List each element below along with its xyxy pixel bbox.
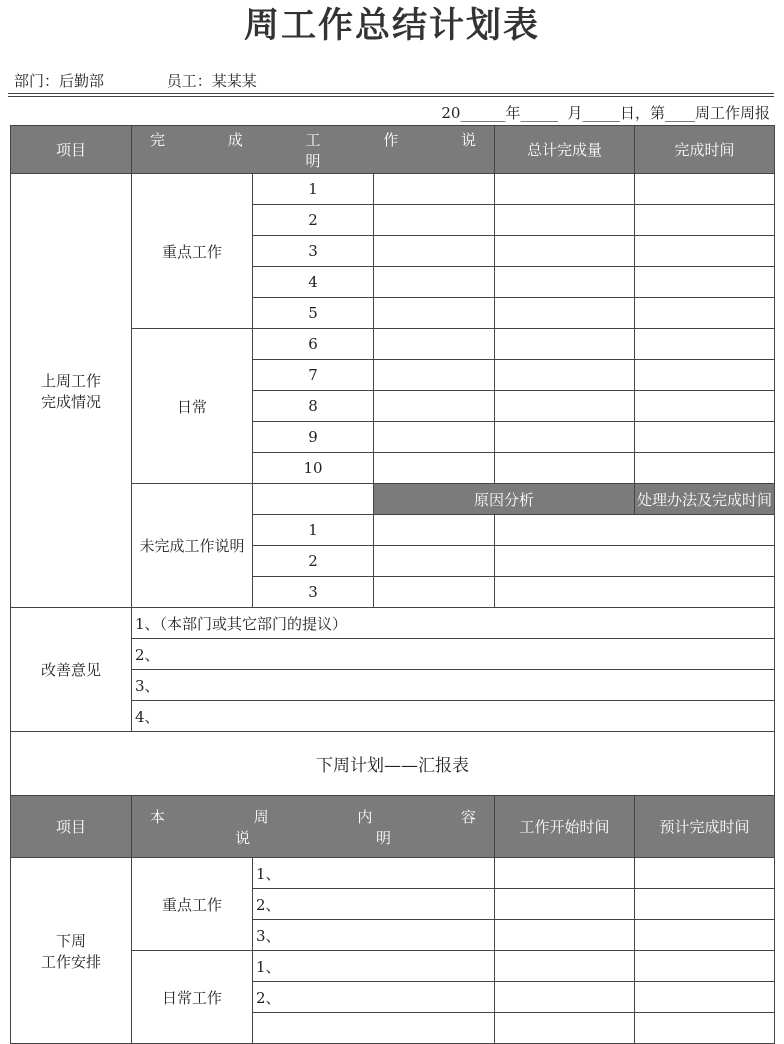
- plan-key-work-label: 重点工作: [132, 858, 253, 951]
- header-description: 完 成 工 作 说 明: [132, 126, 495, 174]
- cell[interactable]: [635, 951, 775, 982]
- divider: [8, 93, 774, 94]
- plan-header-row: [11, 796, 775, 858]
- cell: [253, 484, 374, 515]
- cell[interactable]: [495, 298, 635, 329]
- plan-daily-label: 日常工作: [132, 951, 253, 1044]
- cell[interactable]: [495, 982, 635, 1013]
- row-number: 8: [253, 391, 374, 422]
- row-number: 3: [253, 236, 374, 267]
- cell[interactable]: [374, 205, 495, 236]
- table-row: [11, 608, 775, 639]
- header-time: 完成时间: [635, 126, 775, 174]
- cell[interactable]: [495, 236, 635, 267]
- improve-item[interactable]: 2、: [132, 639, 775, 670]
- cell[interactable]: [635, 858, 775, 889]
- row-number: 2: [253, 205, 374, 236]
- plan-header-content: 本 周 内 容 说 明: [132, 796, 495, 858]
- row-number: 9: [253, 422, 374, 453]
- table-row: [11, 174, 775, 205]
- plan-title: 下周计划——汇报表: [11, 732, 775, 796]
- cell[interactable]: [635, 174, 775, 205]
- cell[interactable]: [635, 360, 775, 391]
- cell[interactable]: [495, 889, 635, 920]
- cell[interactable]: [495, 422, 635, 453]
- cell[interactable]: [495, 267, 635, 298]
- cell[interactable]: [495, 453, 635, 484]
- header-solution: 处理办法及完成时间: [635, 484, 775, 515]
- page-title: 周工作总结计划表: [243, 6, 540, 46]
- cell[interactable]: [374, 546, 495, 577]
- cell[interactable]: [374, 236, 495, 267]
- cell[interactable]: [495, 920, 635, 951]
- plan-header-start: 工作开始时间: [495, 796, 635, 858]
- cell[interactable]: [374, 329, 495, 360]
- meta-row: [14, 70, 257, 91]
- daily-label: 日常: [132, 329, 253, 484]
- plan-header-due: 预计完成时间: [635, 796, 775, 858]
- plan-item[interactable]: [253, 1013, 495, 1044]
- cell[interactable]: [374, 360, 495, 391]
- cell[interactable]: [635, 920, 775, 951]
- department-label: 部门：后勤部: [14, 72, 105, 90]
- cell[interactable]: [635, 889, 775, 920]
- cell[interactable]: [374, 453, 495, 484]
- summary-header-row: [11, 126, 775, 174]
- divider: [8, 96, 774, 97]
- plan-item[interactable]: 2、: [253, 889, 495, 920]
- header-reason: 原因分析: [374, 484, 635, 515]
- header-total: 总计完成量: [495, 126, 635, 174]
- cell[interactable]: [495, 577, 775, 608]
- improve-label: 改善意见: [11, 608, 132, 732]
- cell[interactable]: [635, 236, 775, 267]
- improve-item[interactable]: 1、（本部门或其它部门的提议）: [132, 608, 775, 639]
- row-number: 3: [253, 577, 374, 608]
- row-number: 5: [253, 298, 374, 329]
- plan-item[interactable]: 3、: [253, 920, 495, 951]
- row-number: 10: [253, 453, 374, 484]
- improve-item[interactable]: 4、: [132, 701, 775, 732]
- cell[interactable]: [495, 360, 635, 391]
- key-work-label: 重点工作: [132, 174, 253, 329]
- row-number: 1: [253, 515, 374, 546]
- plan-item[interactable]: 1、: [253, 951, 495, 982]
- row-number: 4: [253, 267, 374, 298]
- cell[interactable]: [495, 174, 635, 205]
- section-label-next-week: 下周 工作安排: [11, 858, 132, 1044]
- cell[interactable]: [635, 453, 775, 484]
- cell[interactable]: [374, 267, 495, 298]
- unfinished-label: 未完成工作说明: [132, 484, 253, 608]
- cell[interactable]: [374, 174, 495, 205]
- cell[interactable]: [374, 577, 495, 608]
- cell[interactable]: [495, 546, 775, 577]
- cell[interactable]: [374, 391, 495, 422]
- plan-header-item: 项目: [11, 796, 132, 858]
- cell[interactable]: [495, 1013, 635, 1044]
- cell[interactable]: [635, 422, 775, 453]
- cell[interactable]: [635, 982, 775, 1013]
- cell[interactable]: [495, 329, 635, 360]
- cell[interactable]: [374, 298, 495, 329]
- cell[interactable]: [635, 329, 775, 360]
- header-item: 项目: [11, 126, 132, 174]
- row-number: 7: [253, 360, 374, 391]
- cell[interactable]: [635, 267, 775, 298]
- report-period: 20______年_____ 月_____日，第____周工作周报: [441, 104, 770, 122]
- cell[interactable]: [374, 515, 495, 546]
- plan-item[interactable]: 2、: [253, 982, 495, 1013]
- summary-table: [10, 125, 775, 1044]
- plan-title-row: [11, 732, 775, 796]
- employee-label: 员工：某某某: [166, 72, 257, 90]
- cell[interactable]: [374, 422, 495, 453]
- row-number: 1: [253, 174, 374, 205]
- improve-item[interactable]: 3、: [132, 670, 775, 701]
- plan-item[interactable]: 1、: [253, 858, 495, 889]
- section-label-last-week: 上周工作 完成情况: [11, 174, 132, 608]
- cell[interactable]: [495, 391, 635, 422]
- row-number: 2: [253, 546, 374, 577]
- cell[interactable]: [495, 951, 635, 982]
- cell[interactable]: [495, 205, 635, 236]
- table-row: [11, 858, 775, 889]
- cell[interactable]: [635, 298, 775, 329]
- cell[interactable]: [495, 858, 635, 889]
- cell[interactable]: [635, 1013, 775, 1044]
- row-number: 6: [253, 329, 374, 360]
- cell[interactable]: [635, 205, 775, 236]
- cell[interactable]: [495, 515, 775, 546]
- cell[interactable]: [635, 391, 775, 422]
